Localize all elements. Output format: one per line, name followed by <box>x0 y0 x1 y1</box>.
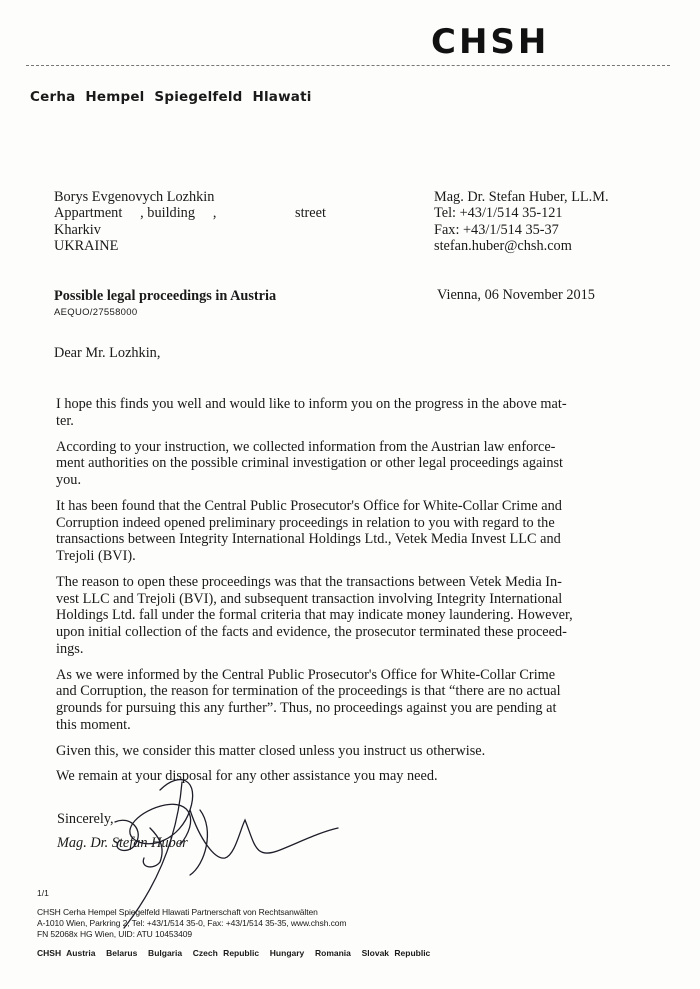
recipient-name: Borys Evgenovych Lozhkin <box>54 189 215 205</box>
recipient-address-line: Appartment , building , <box>54 205 217 222</box>
footer-firm-details <box>37 907 346 940</box>
footer-brand: CHSH <box>37 948 62 958</box>
footer-line-registration: FN 52068x HG Wien, UID: ATU 10453409 <box>37 929 192 939</box>
footer-line-firm: CHSH Cerha Hempel Spiegelfeld Hlawati Partnerschaft von Rechtsanwälten <box>37 907 318 917</box>
letter-subject: Possible legal proceedings in Austria <box>54 288 277 304</box>
signatory-name: Mag. Dr. Stefan Huber <box>57 835 188 851</box>
recipient-street: street <box>295 205 326 221</box>
letter-date: Vienna, 06 November 2015 <box>437 287 595 303</box>
firm-logo: CHSH <box>431 22 550 62</box>
sign-off: Sincerely, <box>57 811 114 827</box>
recipient-address <box>54 189 354 255</box>
paragraph-progress: I hope this finds you well and would like to inform you on the progress in the above mat-ter. <box>56 396 567 429</box>
header-divider <box>26 65 670 66</box>
reference-number: AEQUO/27558000 <box>54 307 138 318</box>
footer-line-address: A-1010 Wien, Parkring 2, Tel: +43/1/514 35-0, Fax: +43/1/514 35-35, www.chsh.com <box>37 918 347 928</box>
handwritten-signature <box>40 770 360 930</box>
sender-tel: Tel: +43/1/514 35-121 <box>434 205 563 222</box>
sender-contact <box>434 189 674 255</box>
sender-name: Mag. Dr. Stefan Huber, LL.M. <box>434 189 609 205</box>
recipient-city: Kharkiv <box>54 221 101 238</box>
paragraph-termination: As we were informed by the Central Public Prosecutor's Office for White-Collar Crime and Corruption, the reason for termination of the proceedings is that “there are no actual grounds for pursuing this any further”. Thus, no proceedings against you are pending at this moment. <box>56 666 561 733</box>
paragraph-offer: We remain at your disposal for any other assistance you may need. <box>56 768 438 785</box>
page-number: 1/1 <box>37 888 49 898</box>
letter-body <box>56 396 576 794</box>
paragraph-instruction: According to your instruction, we collected information from the Austrian law enforce-ment authorities on the possible criminal investigation or other legal proceedings against you. <box>56 438 564 488</box>
paragraph-findings: It has been found that the Central Public Prosecutor's Office for White-Collar Crime and Corruption indeed opened preliminary proceedings in relation to you with regard to the transactions between Integrity International Holdings Ltd., Vetek Media Invest LLC and Trejoli (BVI). <box>56 497 562 564</box>
salutation: Dear Mr. Lozhkin, <box>54 345 161 361</box>
sender-email: stefan.huber@chsh.com <box>434 238 572 255</box>
sender-fax: Fax: +43/1/514 35-37 <box>434 221 559 238</box>
recipient-country: UKRAINE <box>54 238 119 255</box>
footer-countries <box>37 948 430 958</box>
paragraph-conclusion: Given this, we consider this matter closed unless you instruct us otherwise. <box>56 742 486 759</box>
firm-name: Cerha Hempel Spiegelfeld Hlawati <box>30 89 312 105</box>
paragraph-reason: The reason to open these proceedings was that the transactions between Vetek Media In-vest LLC and Trejoli (BVI), and subsequent transaction involving Integrity International Holdings Ltd. fall under the formal criteria that may indicate money laundering. However, upon initial collection of the facts and evidence, the prosecutor terminated these proceed-ings. <box>56 573 573 657</box>
footer-country-list: Austria Belarus Bulgaria Czech Republic Hungary Romania Slovak Republic <box>66 948 431 958</box>
